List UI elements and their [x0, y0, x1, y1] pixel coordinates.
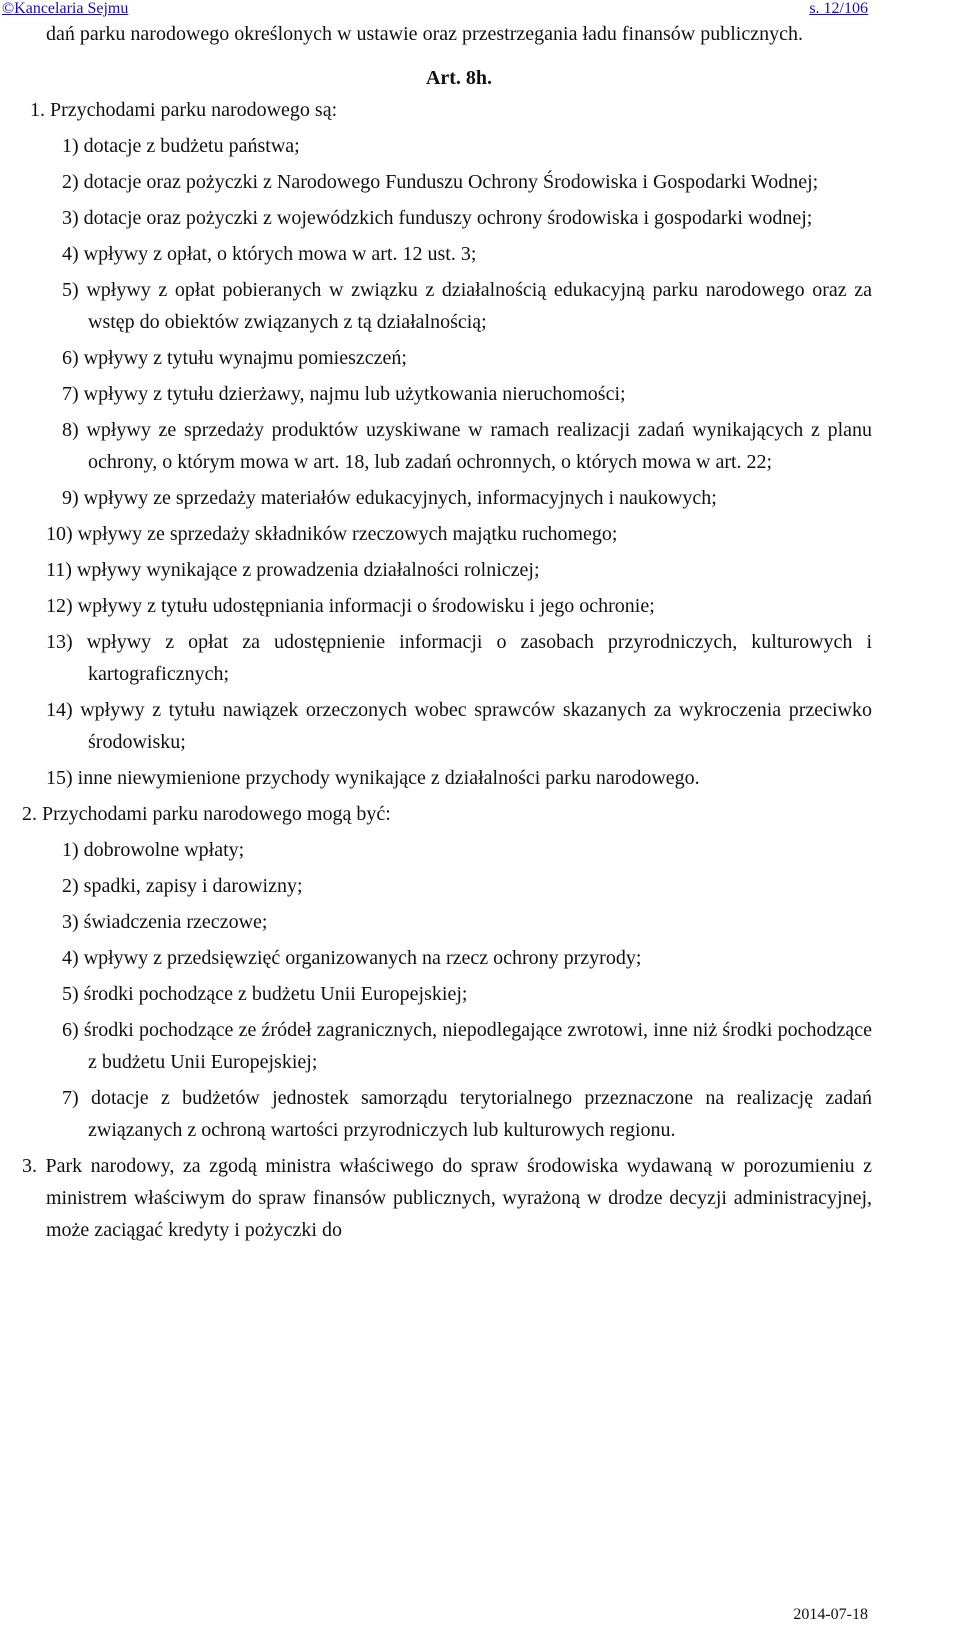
list-item-text: wpływy ze sprzedaży składników rzeczowych majątku ruchomego;: [77, 523, 618, 545]
list-item-number: 2): [62, 875, 79, 897]
list-item-number: 1): [62, 135, 79, 157]
list-item-number: 4): [62, 947, 79, 969]
list-item: [46, 274, 872, 338]
list-item: [46, 834, 872, 866]
ust-1: [30, 94, 873, 794]
ust-2-intro: [22, 798, 872, 830]
list-item-number: 6): [62, 347, 79, 369]
list-item: [46, 202, 872, 234]
list-item: [46, 342, 872, 374]
copyright-link[interactable]: ©Kancelaria Sejmu: [2, 0, 129, 17]
list-item: [46, 942, 872, 974]
list-item: [46, 1082, 872, 1146]
list-item-text: wpływy ze sprzedaży materiałów edukacyjnych, informacyjnych i naukowych;: [83, 487, 717, 509]
list-item-text: dotacje z budżetu państwa;: [83, 135, 300, 157]
footer-date: 2014-07-18: [793, 1606, 868, 1623]
list-item-number: 8): [62, 419, 79, 441]
list-item-text: wpływy z opłat pobieranych w związku z działalnością edukacyjną parku narodowego oraz za wstęp do obiektów związanych z tą działalnością;: [86, 279, 873, 333]
list-item: [46, 906, 872, 938]
list-item-number: 5): [62, 279, 79, 301]
list-item-text: wpływy z tytułu udostępniania informacji o środowisku i jego ochronie;: [77, 595, 655, 617]
list-item: [46, 166, 872, 198]
ust-2-label: 2.: [22, 803, 37, 825]
list-item-text: dotacje oraz pożyczki z wojewódzkich funduszy ochrony środowiska i gospodarki wodnej;: [83, 207, 813, 229]
list-item-number: 9): [62, 487, 79, 509]
ust-1-intro: [30, 94, 872, 126]
list-item-text: wpływy z opłat, o których mowa w art. 12 ust. 3;: [83, 243, 477, 265]
list-item-number: 3): [62, 207, 79, 229]
list-item-text: wpływy ze sprzedaży produktów uzyskiwane w ramach realizacji zadań wynikających z planu ochrony, o którym mowa w art. 18, lub zadań ochronnych, o których mowa w art. 22;: [86, 419, 873, 473]
list-item-text: dotacje z budżetów jednostek samorządu terytorialnego przeznaczone na realizację zadań związanych z ochroną wartości przyrodniczych lub kulturowych regionu.: [88, 1087, 873, 1141]
list-item: [46, 626, 872, 690]
list-item-number: 7): [62, 1087, 79, 1109]
list-item-number: 4): [62, 243, 79, 265]
list-item-number: 1): [62, 839, 79, 861]
ust-1-text: Przychodami parku narodowego są:: [50, 99, 338, 121]
ust-3-paragraph: [22, 1150, 872, 1246]
list-item-text: wpływy z opłat za udostępnienie informacji o zasobach przyrodniczych, kulturowych i kartograficznych;: [86, 631, 873, 685]
list-item-text: wpływy z przedsięwzięć organizowanych na rzecz ochrony przyrody;: [83, 947, 642, 969]
list-item-number: 10): [46, 523, 73, 545]
ust-2: [22, 798, 873, 1146]
list-item-number: 5): [62, 983, 79, 1005]
list-item-text: wpływy z tytułu dzierżawy, najmu lub użytkowania nieruchomości;: [83, 383, 626, 405]
list-item-number: 12): [46, 595, 73, 617]
page-footer: [0, 1606, 868, 1628]
list-item: [46, 414, 872, 478]
list-item-text: świadczenia rzeczowe;: [83, 911, 268, 933]
list-item: [46, 978, 872, 1010]
list-item-number: 14): [46, 699, 73, 721]
list-item: [46, 694, 872, 758]
list-item-text: wpływy wynikające z prowadzenia działalności rolniczej;: [76, 559, 540, 581]
list-item-text: środki pochodzące z budżetu Unii Europejskiej;: [83, 983, 468, 1005]
list-item-text: środki pochodzące ze źródeł zagranicznych, niepodlegające zwrotowi, inne niż środki pochodzące z budżetu Unii Europejskiej;: [83, 1019, 873, 1073]
list-item-number: 2): [62, 171, 79, 193]
page-number[interactable]: s. 12/106: [809, 0, 868, 17]
list-item: [46, 554, 872, 586]
list-item-number: 11): [46, 559, 72, 581]
list-item: [46, 590, 872, 622]
list-item-number: 3): [62, 911, 79, 933]
list-item-number: 13): [46, 631, 73, 653]
list-item-number: 6): [62, 1019, 79, 1041]
list-item-text: inne niewymienione przychody wynikające z działalności parku narodowego.: [77, 767, 700, 789]
list-item-number: 15): [46, 767, 73, 789]
list-item-text: dotacje oraz pożyczki z Narodowego Funduszu Ochrony Środowiska i Gospodarki Wodnej;: [83, 171, 819, 193]
list-item: [46, 130, 872, 162]
list-item: [46, 1014, 872, 1078]
ust-2-points: [46, 834, 872, 1146]
list-item-text: wpływy z tytułu wynajmu pomieszczeń;: [83, 347, 407, 369]
list-item: [46, 378, 872, 410]
ust-2-text: Przychodami parku narodowego mogą być:: [42, 803, 391, 825]
list-item: [46, 762, 872, 794]
ust-1-label: 1.: [30, 99, 45, 121]
list-item: [46, 482, 872, 514]
intro-paragraph: dań parku narodowego określonych w ustawie oraz przestrzegania ładu finansów publicznych.: [46, 23, 803, 45]
document-body: [22, 18, 873, 1246]
ust-3-label: 3.: [22, 1155, 37, 1177]
list-item: [46, 238, 872, 270]
list-item-text: wpływy z tytułu nawiązek orzeczonych wobec sprawców skazanych za wykroczenia przeciwko środowisku;: [80, 699, 873, 753]
list-item-number: 7): [62, 383, 79, 405]
list-item: [46, 870, 872, 902]
list-item-text: dobrowolne wpłaty;: [83, 839, 245, 861]
ust-3-text: Park narodowy, za zgodą ministra właściwego do spraw środowiska wydawaną w porozumieniu z ministrem właściwym do spraw finansów publicznych, wyrażoną w drodze decyzji administracyjnej, może zaciągać kredyty i pożyczki do: [45, 1155, 872, 1241]
list-item-text: spadki, zapisy i darowizny;: [83, 875, 303, 897]
ust-3: [22, 1150, 872, 1246]
ust-1-points: [46, 130, 872, 794]
list-item: [46, 518, 872, 550]
article-heading: Art. 8h.: [425, 67, 493, 89]
